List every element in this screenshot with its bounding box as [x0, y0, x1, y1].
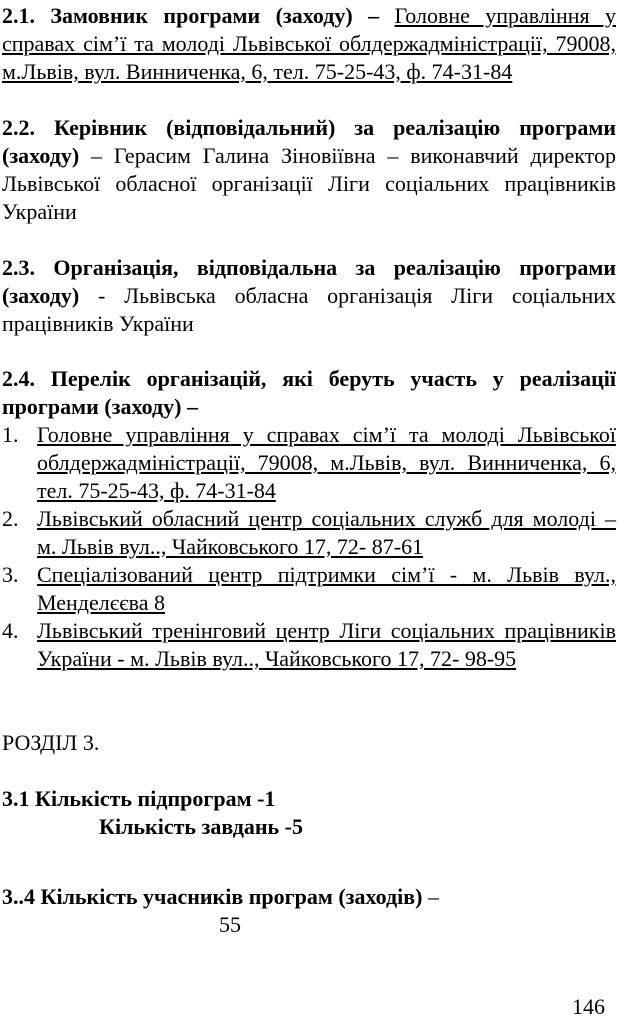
- section-2-3-value: - Львівська обласна організація Ліги соціальних працівників України: [2, 283, 616, 336]
- section-2-1-heading: 2.1. Замовник програми (заходу) –: [2, 3, 380, 28]
- list-item-number: 3.: [2, 562, 19, 587]
- section-2-1: [2, 2, 616, 86]
- participating-organizations-list: [2, 421, 616, 673]
- list-item: [2, 421, 616, 505]
- section-2-3: [2, 254, 616, 338]
- section-2-1-value: Головне управління у справах сім’ї та молоді Львівської облдержадміністрації, 79008, м.Львів, вул. Винниченка, 6, тел. 75-25-43, ф. 74-31-84: [2, 3, 616, 84]
- section-2-2: [2, 114, 616, 226]
- page-number: 146: [572, 994, 605, 1019]
- participants-count-label: 3..4 Кількість учасників програм (заходів): [2, 884, 423, 909]
- section-2-3-heading: 2.3. Організація, відповідальна за реалізацію програми (заходу): [2, 255, 616, 308]
- list-item: [2, 505, 616, 561]
- list-item-text: Спеціалізований центр підтримки сім’ї - м. Львів вул., Менделєєва 8: [37, 562, 616, 615]
- section-3-title: РОЗДІЛ 3.: [2, 730, 100, 755]
- tasks-count: Кількість завдань -5: [99, 814, 303, 839]
- section-2-2-value: – Герасим Галина Зіновіївна – виконавчий директор Львівської обласної організації Ліги соціальних працівників України: [2, 143, 616, 224]
- list-item-number: 1.: [2, 422, 19, 447]
- list-item-number: 4.: [2, 618, 19, 643]
- subprograms-count: 3.1 Кількість підпрограм -1: [2, 786, 276, 811]
- section-2-4-heading: 2.4. Перелік організацій, які беруть участь у реалізації програми (заходу) –: [2, 366, 616, 419]
- list-item-text: Головне управління у справах сім’ї та молоді Львівської облдержадміністрації, 79008, м.Львів, вул. Винниченка, 6, тел. 75-25-43, ф. 74-31-84: [37, 422, 616, 503]
- participants-count-line: [2, 883, 439, 911]
- list-item-text: Львівський обласний центр соціальних служб для молоді – м. Львів вул.., Чайковського 17, 72- 87-61: [37, 506, 616, 559]
- list-item: [2, 561, 616, 617]
- section-2-2-heading: 2.2. Керівник (відповідальний) за реалізацію програми (заходу): [2, 115, 616, 168]
- participants-count-dash: –: [422, 884, 439, 909]
- list-item-text: Львівський тренінговий центр Ліги соціальних працівників України - м. Львів вул.., Чайковського 17, 72- 98-95: [37, 618, 616, 671]
- participants-count-value: 55: [219, 912, 241, 937]
- list-item-number: 2.: [2, 506, 19, 531]
- list-item: [2, 617, 616, 673]
